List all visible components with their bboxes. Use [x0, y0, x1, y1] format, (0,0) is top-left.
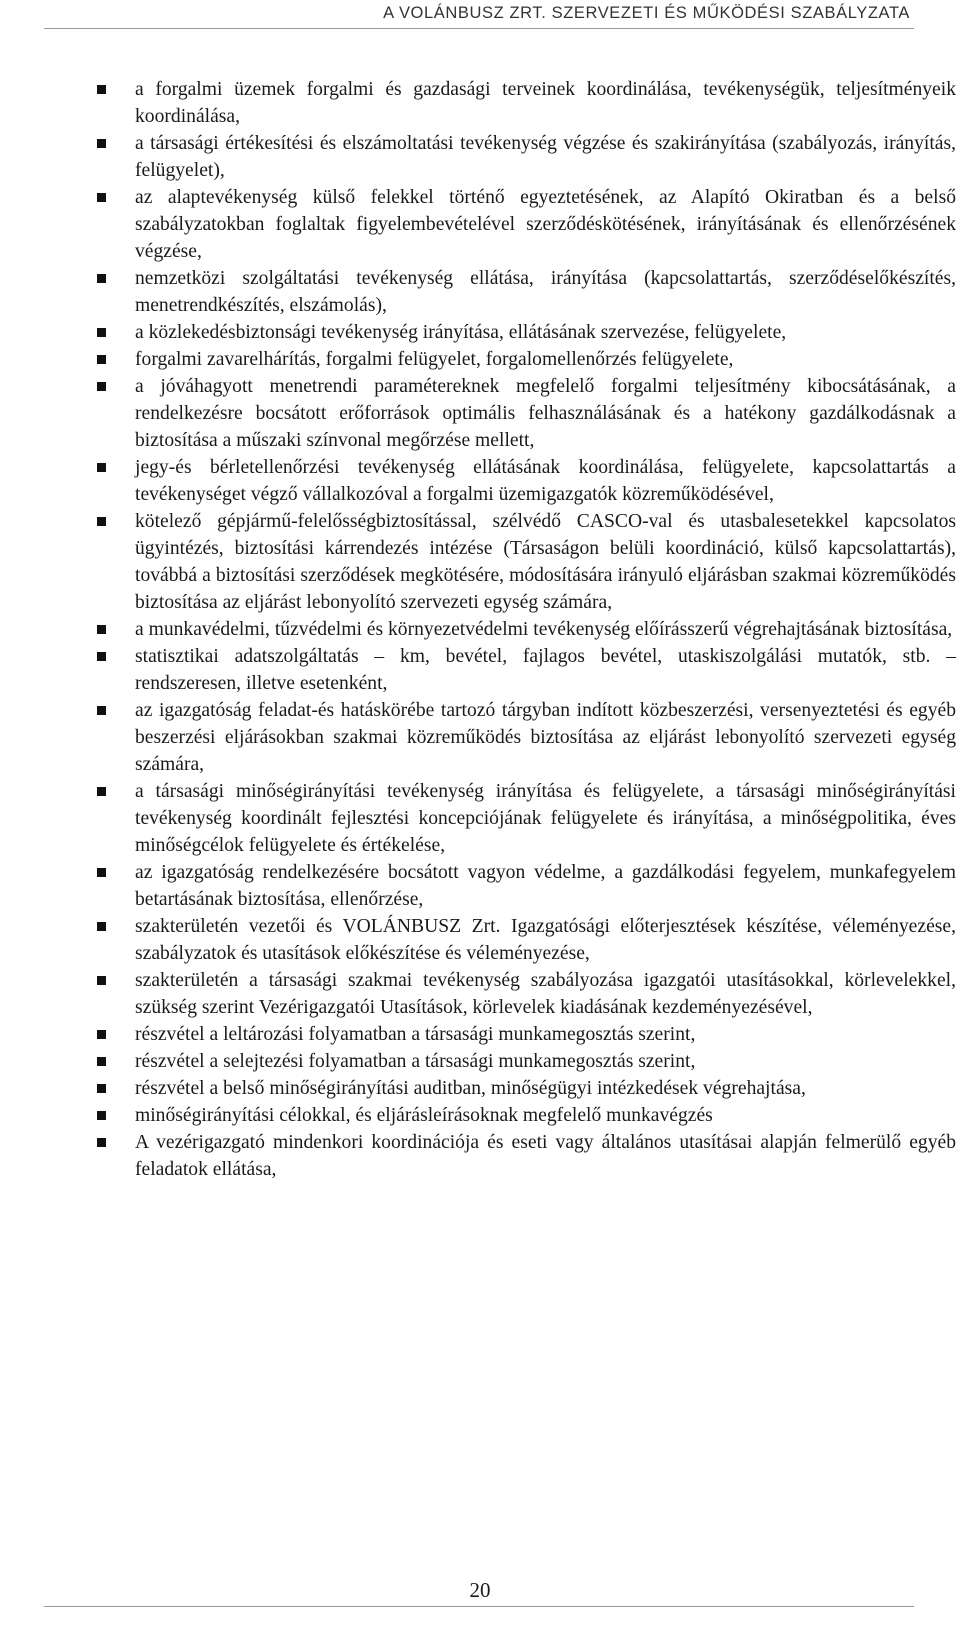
header-divider — [44, 28, 914, 29]
list-item-text: a forgalmi üzemek forgalmi és gazdasági terveinek koordinálása, tevékenységük, teljesítményeik koordinálása, — [135, 79, 956, 127]
list-item-text: a társasági értékesítési és elszámoltatási tevékenység végzése és szakirányítása (szabályozás, irányítás, felügyelet), — [135, 133, 956, 181]
page-header-title: A VOLÁNBUSZ ZRT. SZERVEZETI ÉS MŰKÖDÉSI SZABÁLYZATA — [383, 4, 910, 22]
square-bullet-icon — [97, 1111, 106, 1120]
list-item-text: szakterületén vezetői és VOLÁNBUSZ Zrt. Igazgatósági előterjesztések készítése, véleményezése, szabályzatok és utasítások előkészítése és véleményezése, — [135, 916, 956, 964]
square-bullet-icon — [97, 976, 106, 985]
list-item — [94, 346, 956, 373]
list-item — [94, 859, 956, 913]
list-item — [94, 1075, 956, 1102]
task-bullet-list — [94, 76, 956, 1183]
square-bullet-icon — [97, 1057, 106, 1066]
list-item-text: nemzetközi szolgáltatási tevékenység ellátása, irányítása (kapcsolattartás, szerződéselőkészítés, menetrendkészítés, elszámolás), — [135, 268, 956, 316]
list-item — [94, 967, 956, 1021]
square-bullet-icon — [97, 868, 106, 877]
list-item — [94, 913, 956, 967]
square-bullet-icon — [97, 1030, 106, 1039]
square-bullet-icon — [97, 517, 106, 526]
list-item-text: az igazgatóság rendelkezésére bocsátott vagyon védelme, a gazdálkodási fegyelem, munkafegyelem betartásának biztosítása, ellenőrzése, — [135, 862, 956, 910]
list-item-text: az alaptevékenység külső felekkel történő egyeztetésének, az Alapító Okiratban és a belső szabályzatokban foglaltak figyelembevételével szerződéskötésének, irányításának és ellenőrzésének végzése, — [135, 187, 956, 262]
list-item-text: szakterületén a társasági szakmai tevékenység szabályozása igazgatói utasításokkal, körlevelekkel, szükség szerint Vezérigazgatói Utasítások, körlevelek kiadásának kezdeményezésével, — [135, 970, 956, 1018]
footer-divider — [44, 1606, 914, 1607]
list-item — [94, 1102, 956, 1129]
square-bullet-icon — [97, 193, 106, 202]
list-item-text: a társasági minőségirányítási tevékenység irányítása és felügyelete, a társasági minőségirányítási tevékenység koordinált fejlesztési koncepciójának felügyelete és irányítása, a minőségpolitika, éves minőségcélok felügyelete és értékelése, — [135, 781, 956, 856]
list-item-text: a jóváhagyott menetrendi paramétereknek megfelelő forgalmi teljesítmény kibocsátásának, a rendelkezésre bocsátott erőforrások optimális felhasználásának és a hatékony gazdálkodásnak a biztosítása a műszaki színvonal megőrzése mellett, — [135, 376, 956, 451]
square-bullet-icon — [97, 328, 106, 337]
list-item-text: a munkavédelmi, tűzvédelmi és környezetvédelmi tevékenység előírásszerű végrehajtásának biztosítása, — [135, 619, 953, 640]
list-item — [94, 1021, 956, 1048]
list-item — [94, 130, 956, 184]
list-item-text: az igazgatóság feladat-és hatáskörébe tartozó tárgyban indított közbeszerzési, versenyeztetési és egyéb beszerzési eljárásokban szakmai közreműködés biztosítása az eljárást lebonyolító szervezeti egység számára, — [135, 700, 956, 775]
page-number: 20 — [469, 1578, 491, 1602]
list-item — [94, 265, 956, 319]
list-item-text: részvétel a selejtezési folyamatban a társasági munkamegosztás szerint, — [135, 1051, 696, 1072]
list-item — [94, 1129, 956, 1183]
list-item — [94, 373, 956, 454]
list-item-text: minőségirányítási célokkal, és eljárásleírásoknak megfelelő munkavégzés — [135, 1105, 713, 1126]
list-item-text: forgalmi zavarelhárítás, forgalmi felügyelet, forgalomellenőrzés felügyelete, — [135, 349, 734, 370]
square-bullet-icon — [97, 1084, 106, 1093]
list-item — [94, 508, 956, 616]
square-bullet-icon — [97, 274, 106, 283]
square-bullet-icon — [97, 1138, 106, 1147]
list-item-text: részvétel a belső minőségirányítási auditban, minőségügyi intézkedések végrehajtása, — [135, 1078, 806, 1099]
square-bullet-icon — [97, 922, 106, 931]
list-item-text: jegy-és bérletellenőrzési tevékenység ellátásának koordinálása, felügyelete, kapcsolattartás a tevékenységet végző vállalkozóval a forgalmi üzemigazgatók közreműködésével, — [135, 457, 956, 505]
list-item-text: részvétel a leltározási folyamatban a társasági munkamegosztás szerint, — [135, 1024, 696, 1045]
square-bullet-icon — [97, 139, 106, 148]
list-item-text: kötelező gépjármű-felelősségbiztosítással, szélvédő CASCO-val és utasbalesetekkel kapcsolatos ügyintézés, biztosítási kárrendezés intézése (Társaságon belüli koordináció, külső kapcsolattartás), továbbá a biztosítási szerződések megkötésére, módosítására irányuló eljárásban szakmai közreműködés biztosítása az eljárást lebonyolító szervezeti egység számára, — [135, 511, 956, 613]
square-bullet-icon — [97, 625, 106, 634]
square-bullet-icon — [97, 355, 106, 364]
square-bullet-icon — [97, 85, 106, 94]
list-item — [94, 778, 956, 859]
list-item — [94, 184, 956, 265]
square-bullet-icon — [97, 382, 106, 391]
square-bullet-icon — [97, 787, 106, 796]
list-item — [94, 643, 956, 697]
list-item-text: statisztikai adatszolgáltatás – km, bevétel, fajlagos bevétel, utaskiszolgálási mutatók, stb. – rendszeresen, illetve esetenként, — [135, 646, 956, 694]
list-item — [94, 454, 956, 508]
square-bullet-icon — [97, 706, 106, 715]
list-item-text: A vezérigazgató mindenkori koordinációja és eseti vagy általános utasításai alapján felmerülő egyéb feladatok ellátása, — [135, 1132, 956, 1180]
list-item — [94, 1048, 956, 1075]
list-item — [94, 76, 956, 130]
list-item-text: a közlekedésbiztonsági tevékenység irányítása, ellátásának szervezése, felügyelete, — [135, 322, 787, 343]
square-bullet-icon — [97, 463, 106, 472]
list-item — [94, 697, 956, 778]
square-bullet-icon — [97, 652, 106, 661]
list-item — [94, 616, 956, 643]
list-item — [94, 319, 956, 346]
